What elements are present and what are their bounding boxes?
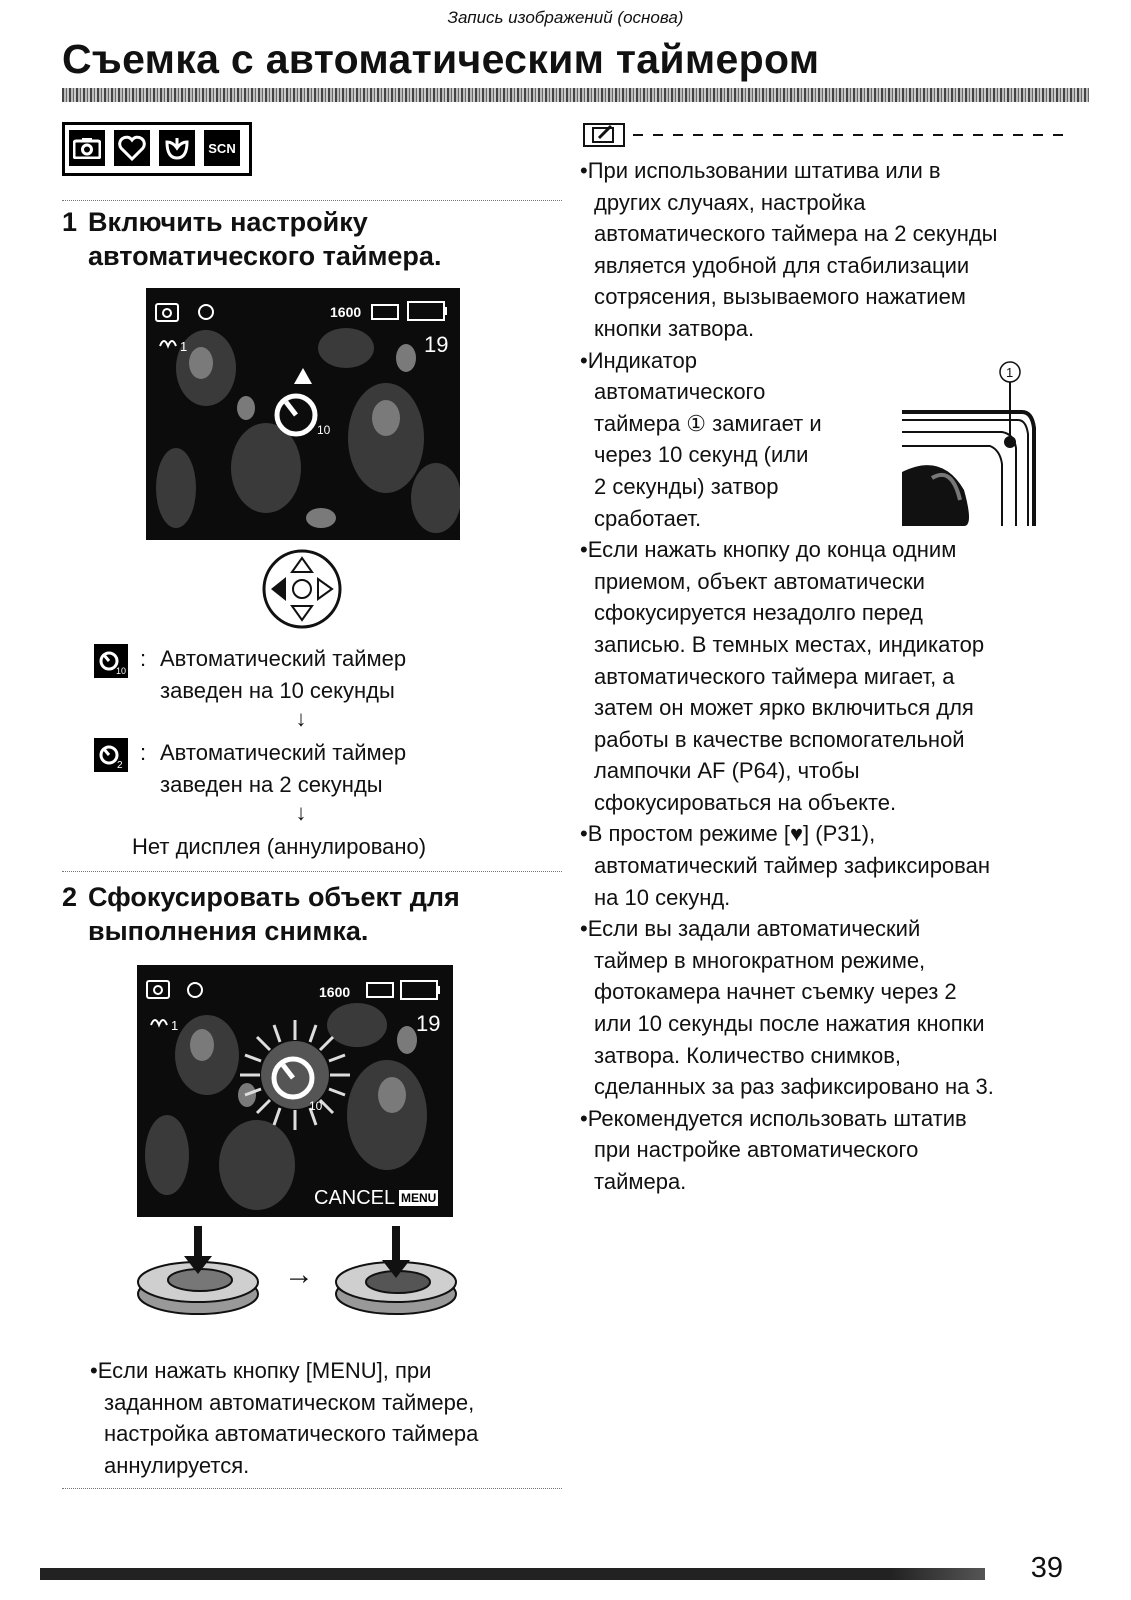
note-line: фотокамера начнет съемку через 2 bbox=[594, 979, 957, 1005]
note-line: •Рекомендуется использовать штатив bbox=[580, 1105, 967, 1131]
section-label: Запись изображений (основа) bbox=[447, 8, 684, 27]
note-line: затем он может ярко включиться для bbox=[594, 695, 974, 721]
cancel-label: CANCEL bbox=[314, 1187, 396, 1209]
stabilizer-mode: 1 bbox=[180, 339, 188, 354]
note-line: настройка автоматического таймера bbox=[104, 1421, 479, 1447]
no-display-text: Нет дисплея (аннулировано) bbox=[132, 834, 427, 859]
menu-button-icon: MENU bbox=[401, 1191, 437, 1205]
note-line: других случаях, настройка bbox=[594, 189, 866, 215]
note-line: 2 секунды) затвор bbox=[594, 473, 779, 499]
remaining-shots: 19 bbox=[416, 1011, 441, 1036]
stabilizer-mode: 1 bbox=[171, 1018, 179, 1033]
note-line: сработает. bbox=[594, 505, 702, 531]
note-line: или 10 секунды после нажатия кнопки bbox=[594, 1011, 985, 1037]
step-number: 1 bbox=[62, 207, 78, 237]
option-line: заведен на 10 секунды bbox=[160, 677, 395, 703]
note-line: автоматического bbox=[594, 379, 766, 405]
divider bbox=[62, 1488, 562, 1489]
note-line: таймер в многократном режиме, bbox=[594, 947, 926, 973]
step-text: выполнения снимка. bbox=[88, 916, 369, 946]
timer-2s-icon bbox=[94, 738, 128, 772]
page-title: Съемка с автоматическим таймером bbox=[62, 36, 820, 82]
title-rule bbox=[62, 88, 1089, 102]
note-line: аннулируется. bbox=[104, 1452, 250, 1478]
timer-sub-label: 2 bbox=[117, 760, 123, 770]
divider bbox=[62, 200, 562, 201]
cursor-button-icon bbox=[258, 548, 346, 630]
option-2-text bbox=[160, 737, 406, 800]
macro-mode-icon bbox=[159, 130, 195, 166]
camera-indicator-illustration bbox=[902, 360, 1042, 528]
timer-sub-label: 10 bbox=[116, 666, 126, 676]
step-1-heading bbox=[62, 205, 562, 273]
option-line: Автоматический таймер bbox=[160, 646, 407, 671]
note-line: лампочки AF (P64), чтобы bbox=[594, 758, 860, 784]
option-colon: : bbox=[140, 646, 147, 671]
page-number: 39 bbox=[1030, 1552, 1063, 1584]
note-line: •Если вы задали автоматический bbox=[580, 916, 921, 942]
option-line: заведен на 2 секунды bbox=[160, 771, 383, 797]
step-number: 2 bbox=[62, 882, 78, 912]
footer-rule bbox=[40, 1568, 985, 1580]
note-line: сфокусироваться на объекте. bbox=[594, 789, 897, 815]
note-line: •Индикатор bbox=[580, 347, 697, 373]
iso-value: 1600 bbox=[330, 304, 362, 320]
arrow-right-icon: → bbox=[284, 1258, 314, 1291]
camera-mode-icon bbox=[69, 130, 105, 166]
note-line: •Если нажать кнопку до конца одним bbox=[580, 537, 957, 563]
notes-heading bbox=[583, 122, 1063, 148]
shutter-half-press-icon bbox=[128, 1222, 268, 1322]
heart-mode-icon bbox=[114, 130, 150, 166]
note-line: записью. В темных местах, индикатор bbox=[594, 631, 985, 657]
shutter-full-press-icon bbox=[326, 1222, 466, 1322]
note-line: затвора. Количество снимков, bbox=[594, 1042, 902, 1068]
iso-value: 1600 bbox=[319, 984, 351, 1000]
note-line: при настройке автоматического bbox=[594, 1137, 919, 1163]
timer-seconds: 10 bbox=[309, 1099, 323, 1113]
note-line: сфокусируется незадолго перед bbox=[594, 600, 923, 626]
scene-photo bbox=[137, 965, 453, 1217]
step-text: Сфокусировать объект для bbox=[88, 882, 460, 912]
timer-seconds: 10 bbox=[317, 423, 331, 437]
note-line: автоматический таймер зафиксирован bbox=[594, 853, 990, 879]
note-line: •Если нажать кнопку [MENU], при bbox=[90, 1358, 432, 1383]
note-line: на 10 секунд. bbox=[594, 884, 731, 910]
arrow-down-icon: ↓ bbox=[295, 706, 307, 731]
lcd-screen-2 bbox=[137, 965, 453, 1217]
step-text: автоматического таймера. bbox=[88, 241, 442, 271]
note-line: работы в качестве вспомогательной bbox=[594, 726, 965, 752]
note-line: через 10 секунд (или bbox=[594, 442, 809, 468]
step-2-heading bbox=[62, 880, 562, 948]
note-line: заданном автоматическом таймере, bbox=[104, 1389, 475, 1415]
note-line: таймера ① замигает и bbox=[594, 410, 822, 436]
note-line: автоматического таймера на 2 секунды bbox=[594, 221, 998, 247]
arrow-down-icon: ↓ bbox=[295, 800, 307, 825]
option-line: Автоматический таймер bbox=[160, 740, 407, 765]
note-line: сделанных за раз зафиксировано на 3. bbox=[594, 1074, 994, 1100]
scene-photo bbox=[146, 288, 460, 540]
note-line: автоматического таймера мигает, а bbox=[594, 663, 955, 689]
menu-cancel-note bbox=[90, 1355, 478, 1481]
note-line: таймера. bbox=[594, 1169, 687, 1194]
lcd-screen-1 bbox=[146, 288, 460, 540]
note-line: •При использовании штатива или в bbox=[580, 158, 941, 183]
notes-list bbox=[580, 155, 1070, 1198]
note-line: кнопки затвора. bbox=[594, 315, 755, 341]
note-line: сотрясения, вызываемого нажатием bbox=[594, 284, 966, 310]
option-colon: : bbox=[140, 740, 147, 765]
timer-10s-icon bbox=[94, 644, 128, 678]
option-1-text bbox=[160, 643, 406, 706]
remaining-shots: 19 bbox=[424, 332, 449, 357]
note-line: является удобной для стабилизации bbox=[594, 252, 970, 278]
callout-number: 1 bbox=[1006, 365, 1014, 380]
note-line: •В простом режиме [♥] (P31), bbox=[580, 821, 876, 847]
note-line: приемом, объект автоматически bbox=[594, 568, 925, 594]
step-text: Включить настройку bbox=[88, 207, 368, 237]
divider bbox=[62, 871, 562, 872]
scene-mode-icon: SCN bbox=[204, 130, 240, 166]
